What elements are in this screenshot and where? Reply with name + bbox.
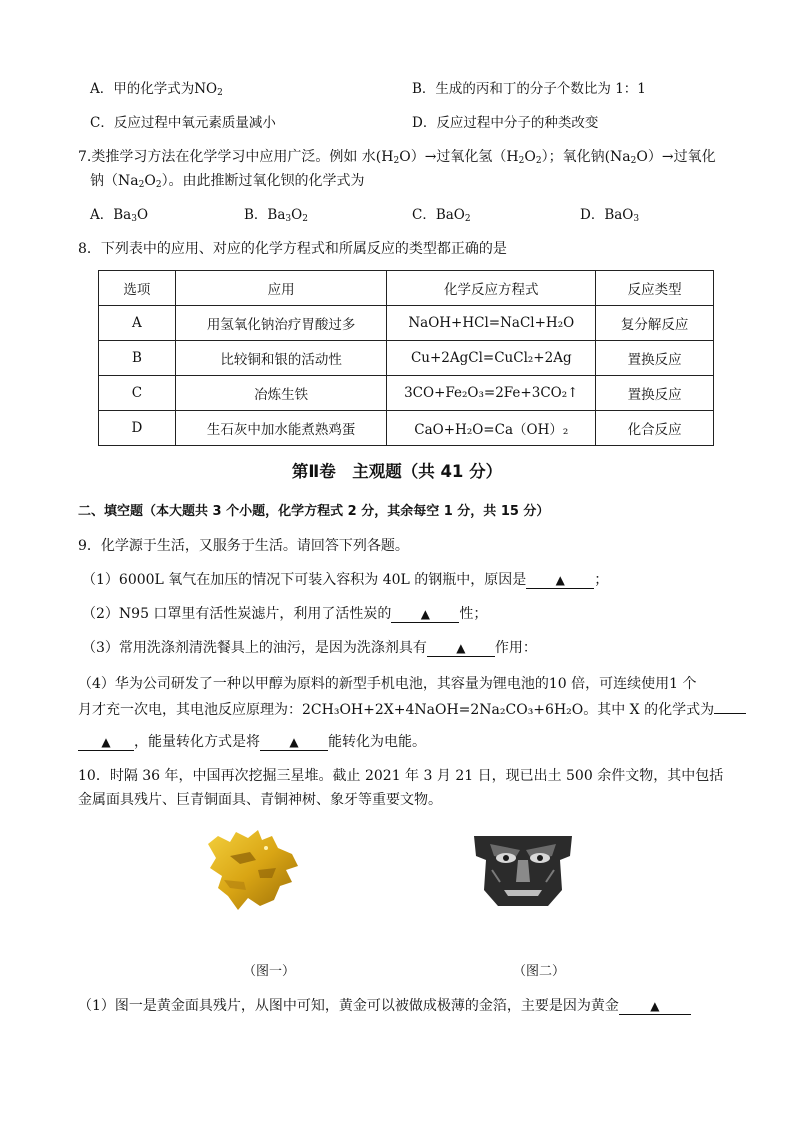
- table-cell: 置换反应: [596, 341, 714, 376]
- table-cell: 用氢氧化钠治疗胃酸过多: [175, 306, 387, 341]
- table-row: [99, 306, 714, 341]
- answer-blank[interactable]: [714, 713, 746, 714]
- table-cell: Cu+2AgCl=CuCl₂+2Ag: [387, 341, 596, 376]
- q9-part4-line1: （4）华为公司研发了一种以甲醇为原料的新型手机电池，其容量为锂电池的10 倍，可连续使用1 个: [78, 676, 697, 692]
- q7-option-a: A．$Ba_3O$: [90, 207, 149, 224]
- section-title: 第Ⅱ卷 主观题（共 41 分）: [291, 462, 503, 481]
- q9-stem: 9．化学源于生活，又服务于生活。请回答下列各题。: [78, 538, 409, 554]
- q6-option-b: B．生成的丙和丁的分子个数比为 1：1: [412, 81, 646, 97]
- table-cell: 3CO+Fe₂O₃=2Fe+3CO₂↑: [387, 376, 596, 411]
- q9-part4-line2: 月才充一次电，其电池反应原理为：2CH₃OH+2X+4NaOH=2Na₂CO₃+6H₂O。其中 X 的化学式为: [78, 700, 746, 720]
- table-cell: 置换反应: [596, 376, 714, 411]
- table-cell: 冶炼生铁: [175, 376, 387, 411]
- table-cell: CaO+H₂O=Ca（OH）₂: [387, 411, 596, 446]
- table-cell: A: [99, 306, 176, 341]
- fill-in-heading: 二、填空题（本大题共 3 个小题，化学方程式 2 分，其余每空 1 分，共 15 分）: [78, 504, 550, 519]
- table-cell: 比较铜和银的活动性: [175, 341, 387, 376]
- table-cell: D: [99, 411, 176, 446]
- q10-stem-line1: 10．时隔 36 年，中国再次挖掘三星堆。截止 2021 年 3 月 21 日，现已出土 500 余件文物，其中包括: [78, 768, 724, 784]
- q9-part1: （1）6000L 氧气在加压的情况下可装入容积为 40L 的钢瓶中，原因是 ▲ ；: [82, 572, 609, 588]
- q9-part2: （2）N95 口罩里有活性炭滤片，利用了活性炭的 ▲ 性；: [82, 606, 488, 622]
- table-cell: 生石灰中加水能煮熟鸡蛋: [175, 411, 387, 446]
- answer-blank[interactable]: [526, 572, 594, 589]
- q7-stem-line1: 7.类推学习方法在化学学习中应用广泛。例如 水$(H_2O)\to$过氧化氢$(H_2O_2)$；氧化钠$(Na_2O)\to$过氧化: [78, 149, 716, 166]
- q7-option-c: C．BaO$_2$: [412, 207, 471, 224]
- answer-blank[interactable]: [619, 998, 691, 1015]
- figure-2-caption: （图二）: [513, 964, 566, 979]
- q7-option-b: B．$Ba_3O_2$: [244, 207, 308, 224]
- table-header: 化学反应方程式: [387, 271, 596, 306]
- q6-option-d: D．反应过程中分子的种类改变: [412, 115, 599, 131]
- answer-blank[interactable]: [78, 734, 134, 751]
- blank-marker-icon: ▲: [420, 607, 431, 621]
- table-row: [99, 411, 714, 446]
- table-header: 反应类型: [596, 271, 714, 306]
- gold-mask-fragment-image: [200, 826, 310, 912]
- answer-blank[interactable]: [427, 640, 495, 657]
- q9-part3: （3）常用洗涤剂清洗餐具上的油污，是因为洗涤剂具有 ▲ 作用：: [82, 640, 537, 656]
- q7-option-d: D．BaO$_3$: [580, 207, 640, 224]
- q8-stem: 8．下列表中的应用、对应的化学方程式和所属反应的类型都正确的是: [78, 241, 507, 257]
- q10-part1: （1）图一是黄金面具残片，从图中可知，黄金可以被做成极薄的金箔，主要是因为黄金 ▲: [78, 996, 691, 1016]
- table-header: 应用: [175, 271, 387, 306]
- table-cell: 复分解反应: [596, 306, 714, 341]
- q8-table: [98, 270, 714, 446]
- table-row: [99, 341, 714, 376]
- blank-marker-icon: ▲: [456, 641, 466, 655]
- q6-option-c: C．反应过程中氧元素质量减小: [90, 115, 276, 131]
- figure-1-caption: （图一）: [243, 964, 296, 979]
- table-row: [99, 376, 714, 411]
- bronze-mask-image: [470, 830, 576, 910]
- table-header: 选项: [99, 271, 176, 306]
- q7-stem-line2: 钠$(Na_2O_2)$。由此推断过氧化钡的化学式为: [90, 173, 365, 190]
- table-cell: C: [99, 376, 176, 411]
- q9-part4-line3: ▲ ，能量转化方式是将 ▲ 能转化为电能。: [78, 732, 426, 752]
- answer-blank[interactable]: [260, 734, 328, 751]
- table-cell: NaOH+HCl=NaCl+H₂O: [387, 306, 596, 341]
- table-header-row: [99, 271, 714, 306]
- blank-marker-icon: ▲: [289, 735, 299, 749]
- blank-marker-icon: ▲: [555, 573, 565, 587]
- q6-option-a: A．甲的化学式为$NO_2$: [90, 81, 223, 98]
- answer-blank[interactable]: [391, 606, 459, 623]
- blank-marker-icon: ▲: [650, 999, 660, 1013]
- q10-stem-line2: 金属面具残片、巨青铜面具、青铜神树、象牙等重要文物。: [78, 792, 442, 808]
- table-cell: B: [99, 341, 176, 376]
- table-cell: 化合反应: [596, 411, 714, 446]
- blank-marker-icon: ▲: [101, 735, 111, 749]
